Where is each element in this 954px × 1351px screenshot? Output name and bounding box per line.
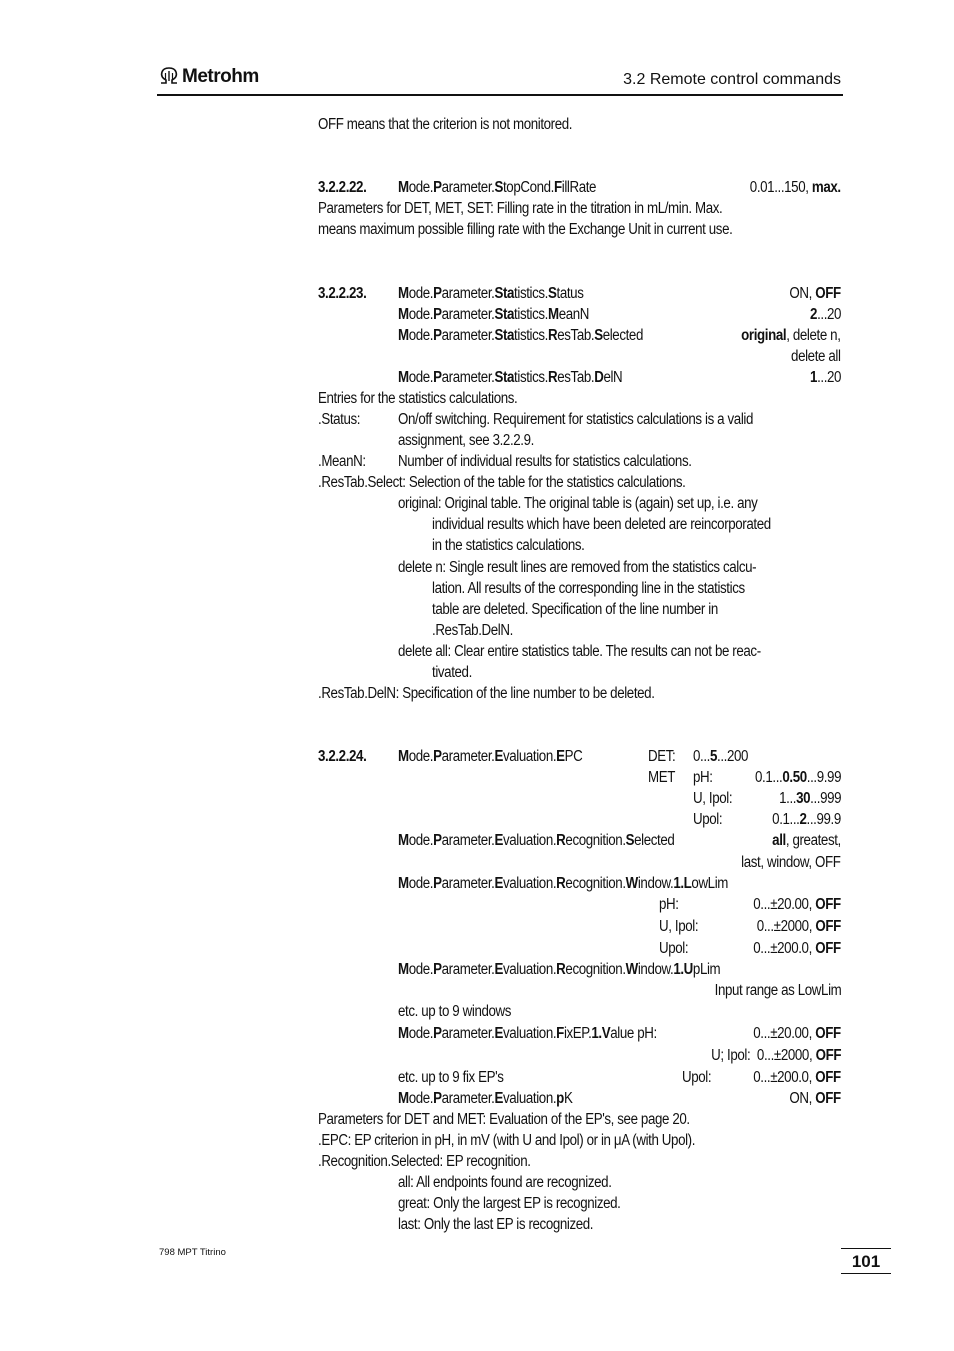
s24-cmd-fixep: Mode.Parameter.Evaluation.FixEP.1.Value pH: (398, 1025, 657, 1042)
s24-upol-range: 0.1...2...99.9 (772, 811, 841, 828)
s23-dela-2: tivated. (432, 664, 472, 681)
s23-selected-range: original, delete n, (741, 327, 841, 344)
s23-cmd-selected: Mode.Parameter.Statistics.ResTab.Selected (398, 327, 643, 344)
s24-params-line: Parameters for DET and MET: Evaluation of the EP's, see page 20. (318, 1111, 690, 1128)
s23-cmd-deln: Mode.Parameter.Statistics.ResTab.DelN (398, 369, 623, 386)
s24-cmd-recsel: Mode.Parameter.Evaluation.Recognition.Selected (398, 832, 675, 849)
omega-logo-icon (158, 67, 180, 85)
s24-w-u-range: 0...±2000, OFF (756, 918, 841, 935)
s24-cmd-uplim: Mode.Parameter.Evaluation.Recognition.Window.1.UpLim (398, 961, 721, 978)
s24-upol-label: Upol: (693, 811, 723, 828)
s24-w-u-label: U, Ipol: (659, 918, 699, 935)
s24-epc-line: .EPC: EP criterion in pH, in mV (with U and Ipol) or in μA (with Upol). (318, 1132, 696, 1149)
s24-recsel-line: .Recognition.Selected: EP recognition. (318, 1153, 531, 1170)
s23-deln-range: 1...20 (809, 369, 841, 386)
s24-cmd-lowlim: Mode.Parameter.Evaluation.Recognition.Window.1.LowLim (398, 875, 729, 892)
s24-fix-ph-range: 0...±20.00, OFF (753, 1025, 841, 1042)
s23-status-label: .Status: (318, 411, 361, 428)
s24-uipol-range: 1...30...999 (778, 790, 841, 807)
s24-all-line: all: All endpoints found are recognized. (398, 1174, 612, 1191)
s23-deln-1: delete n: Single result lines are removed from the statistics calcu- (398, 559, 757, 576)
s24-last-line: last: Only the last EP is recognized. (398, 1216, 594, 1233)
s24-ph-range: 0.1...0.50...9.99 (754, 769, 841, 786)
s23-ressel-line: .ResTab.Select: Selection of the table for the statistics calculations. (318, 474, 686, 491)
s24-cmd-pk: Mode.Parameter.Evaluation.pK (398, 1090, 573, 1107)
s23-deln-2: lation. All results of the corresponding line in the statistics (432, 580, 745, 597)
s23-deln-4: .ResTab.DelN. (432, 622, 513, 639)
s24-etc-fix: etc. up to 9 fix EP's (398, 1069, 504, 1086)
s24-great-line: great: Only the largest EP is recognized. (398, 1195, 621, 1212)
s24-rec-range-2: last, window, OFF (741, 854, 841, 871)
s24-rec-range: all, greatest, (772, 832, 841, 849)
header-rule (157, 94, 843, 96)
footer-model: 798 MPT Titrino (159, 1247, 226, 1258)
off-note: OFF means that the criterion is not monitored. (318, 116, 573, 133)
s23-orig-1: original: Original table. The original table is (again) set up, i.e. any (398, 495, 758, 512)
s23-meann-desc: Number of individual results for statistics calculations. (398, 453, 692, 470)
s22-desc-1: Parameters for DET, MET, SET: Filling rate in the titration in mL/min. Max. (318, 200, 723, 217)
s23-meann-range: 2...20 (809, 306, 841, 323)
s24-fix-u-range: U; Ipol: 0...±2000, OFF (711, 1047, 841, 1064)
s23-orig-2: individual results which have been deleted are reincorporated (432, 516, 771, 533)
s24-det-label: DET: (648, 748, 676, 765)
s23-entries: Entries for the statistics calculations. (318, 390, 518, 407)
s22-desc-2: means maximum possible filling rate with the Exchange Unit in current use. (318, 221, 733, 238)
s23-cmd-meann: Mode.Parameter.Statistics.MeanN (398, 306, 590, 323)
metrohm-logo (158, 66, 259, 88)
s24-etc-windows: etc. up to 9 windows (398, 1003, 512, 1020)
s24-met-label: MET (648, 769, 675, 786)
s23-status-desc-2: assignment, see 3.2.2.9. (398, 432, 534, 449)
s24-det-range: 0...5...200 (693, 748, 749, 765)
s23-deln-3: table are deleted. Specification of the line number in (432, 601, 718, 618)
s22-command: Mode.Parameter.StopCond.FillRate (398, 179, 597, 196)
s23-orig-3: in the statistics calculations. (432, 537, 585, 554)
s24-number: 3.2.2.24. (318, 748, 367, 765)
s23-resdeln-line: .ResTab.DelN: Specification of the line number to be deleted. (318, 685, 655, 702)
s23-number: 3.2.2.23. (318, 285, 367, 302)
s24-fix-upol-label: Upol: (682, 1069, 712, 1086)
s24-fix-upol-range: 0...±200.0, OFF (753, 1069, 841, 1086)
s24-uplim-range: Input range as LowLim (714, 982, 841, 999)
s22-number: 3.2.2.22. (318, 179, 367, 196)
s24-w-ph-label: pH: (659, 896, 679, 913)
s24-ph-label: pH: (693, 769, 713, 786)
s24-w-upol-label: Upol: (659, 940, 689, 957)
s23-status-desc-1: On/off switching. Requirement for statistics calculations is a valid (398, 411, 753, 428)
s23-selected-range-2: delete all (791, 348, 841, 365)
section-title: 3.2 Remote control commands (623, 71, 841, 88)
s24-w-ph-range: 0...±20.00, OFF (753, 896, 841, 913)
logo-text: Metrohm (182, 66, 259, 87)
s23-dela-1: delete all: Clear entire statistics table. The results can not be reac- (398, 643, 761, 660)
page-number: 101 (841, 1248, 891, 1274)
s23-cmd-status: Mode.Parameter.Statistics.Status (398, 285, 584, 302)
s22-range: 0.01...150, max. (750, 179, 841, 196)
s23-meann-label: .MeanN: (318, 453, 366, 470)
s24-pk-range: ON, OFF (789, 1090, 841, 1107)
s24-uipol-label: U, Ipol: (693, 790, 733, 807)
s24-w-upol-range: 0...±200.0, OFF (753, 940, 841, 957)
s23-status-range: ON, OFF (789, 285, 841, 302)
s24-cmd-epc: Mode.Parameter.Evaluation.EPC (398, 748, 583, 765)
